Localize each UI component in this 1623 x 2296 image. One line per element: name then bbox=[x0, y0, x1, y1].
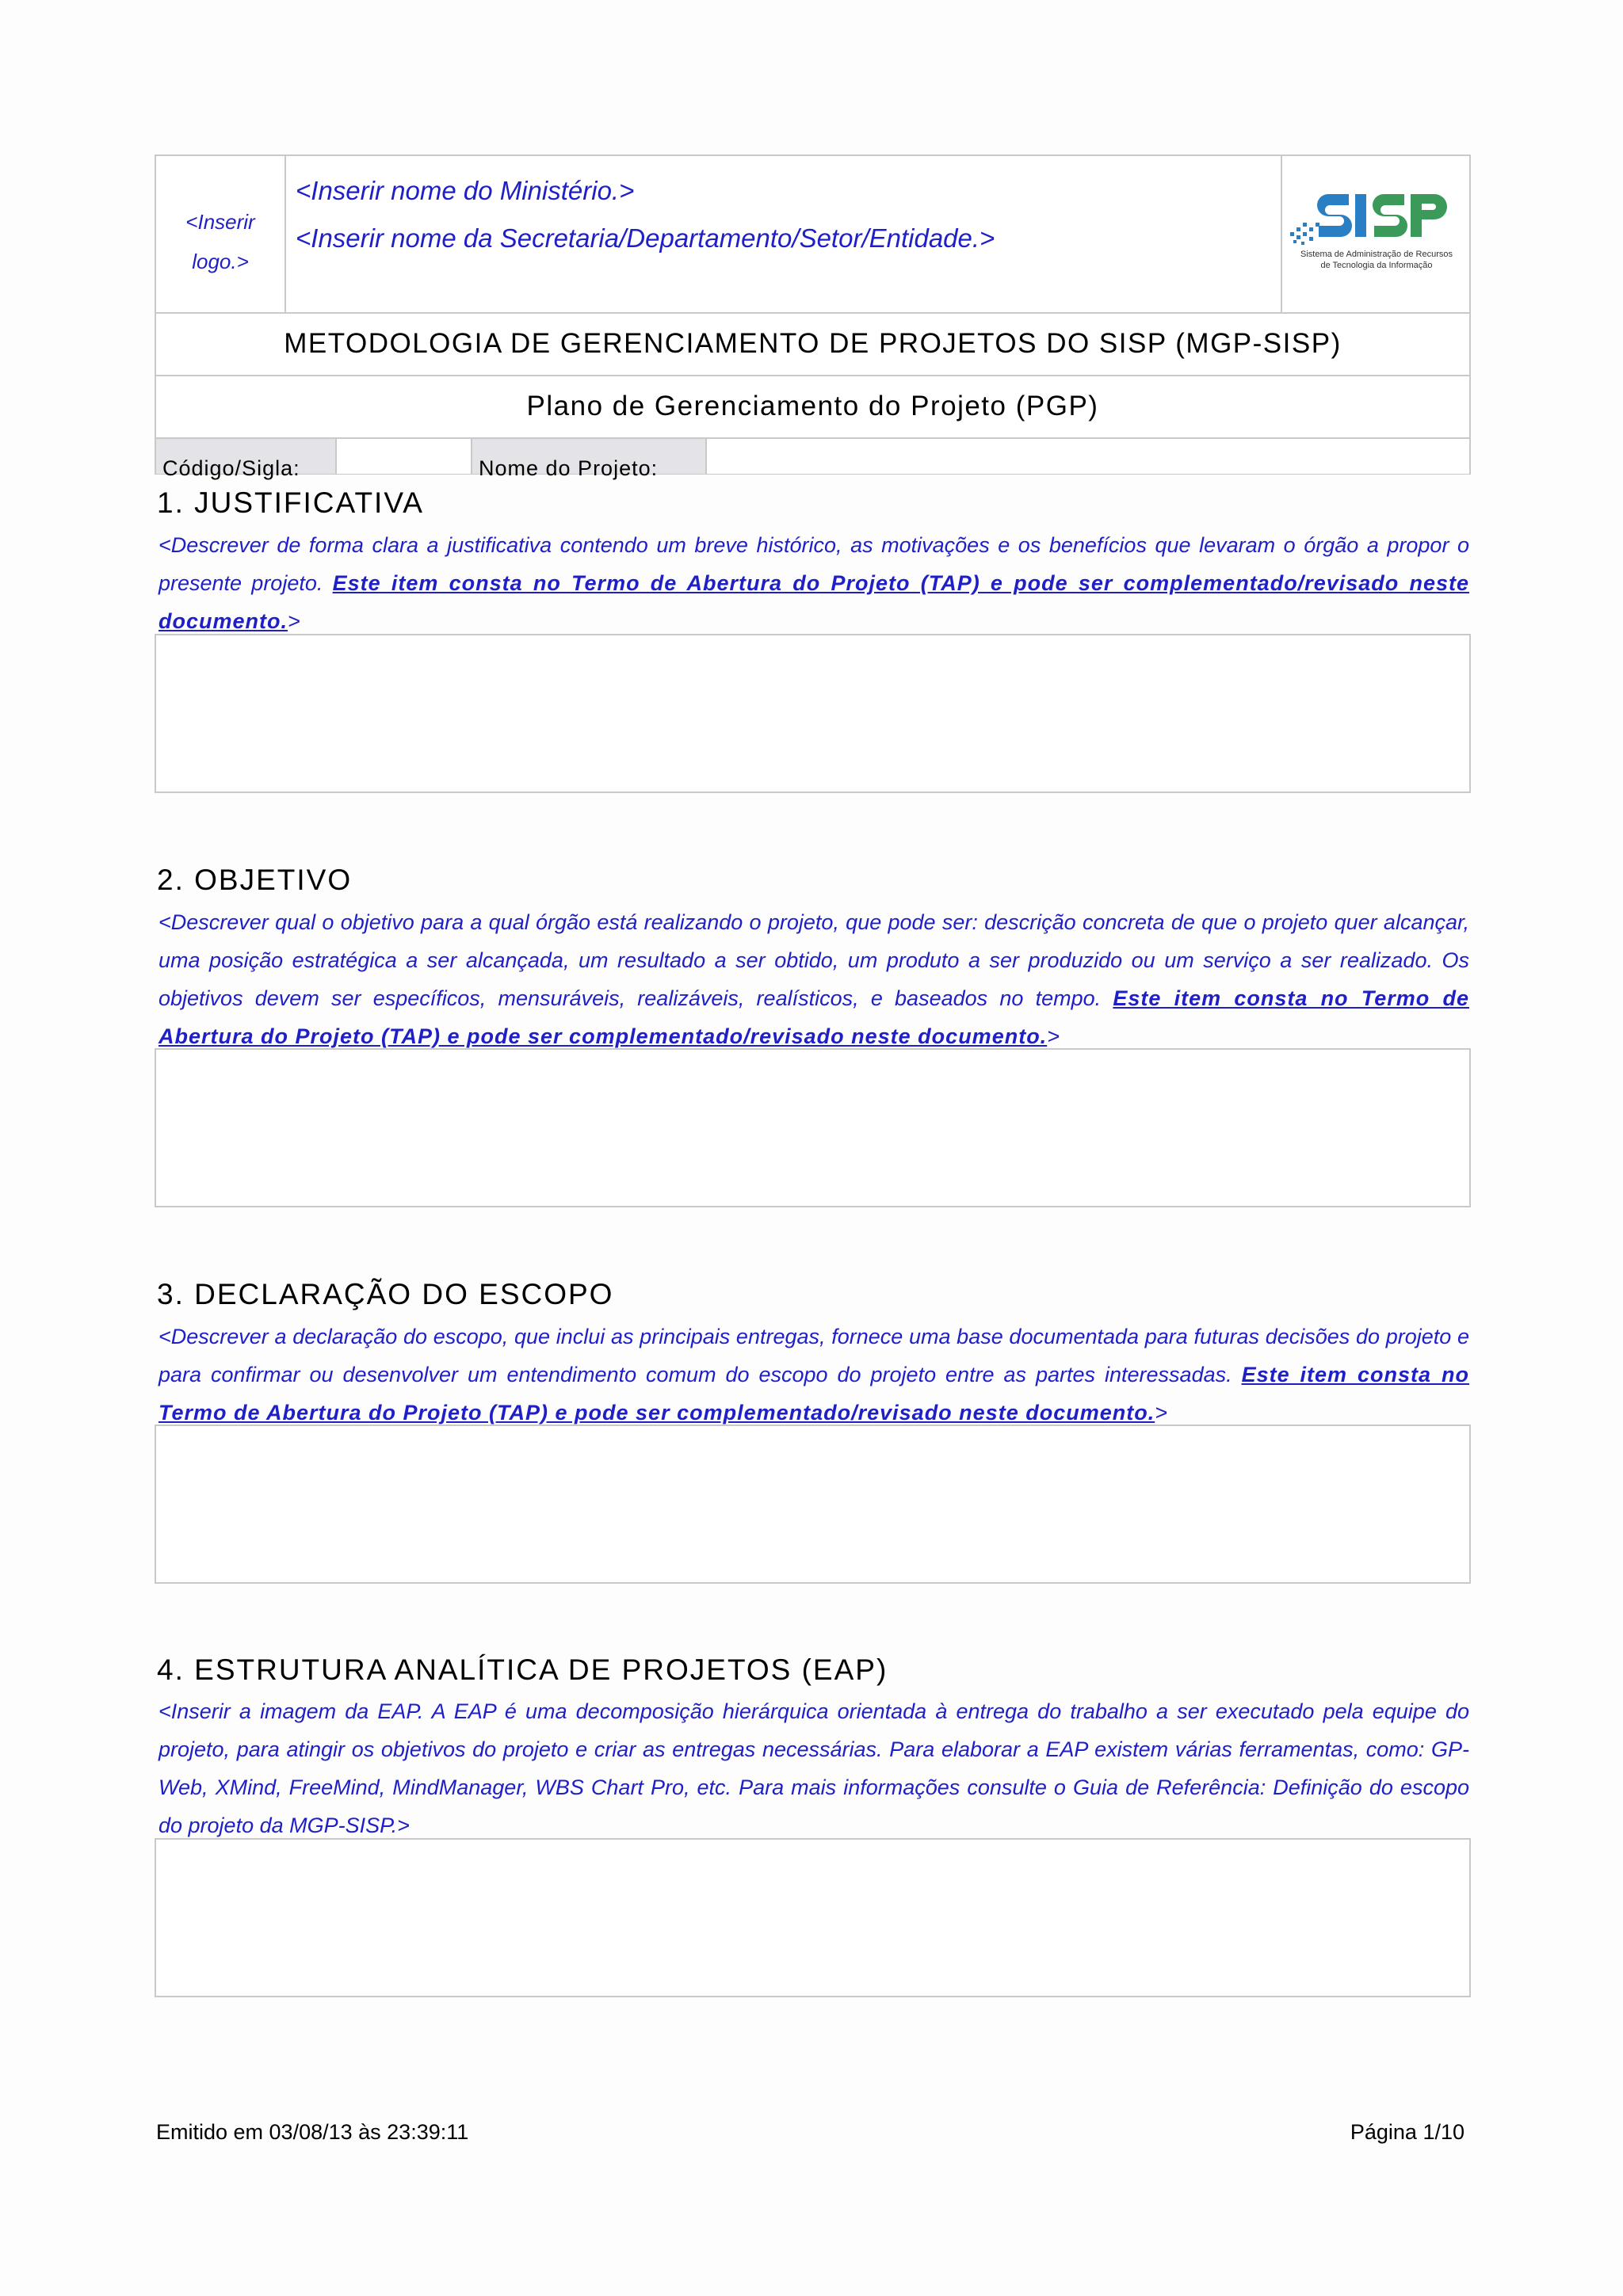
instruction-text: <Inserir a imagem da EAP. A EAP é uma decomposição hierárquica orientada à entrega do trabalho a ser executado pela equipe do projeto, para atingir os objetivos do projeto e criar as entregas necessárias. Para elaborar a EAP existem várias ferramentas, como: GP-Web, XMind, FreeMind, MindManager, WBS Chart Pro, etc. Para mais informações consulte o Guia de Referência: Definição do escopo do projeto da MGP-SISP.> bbox=[158, 1699, 1469, 1837]
logo-placeholder[interactable] bbox=[156, 202, 285, 281]
eap-textbox[interactable] bbox=[155, 1838, 1471, 1997]
sisp-logo-graphic bbox=[1287, 186, 1466, 289]
methodology-title: METODOLOGIA DE GERENCIAMENTO DE PROJETOS DO SISP (MGP-SISP) bbox=[284, 328, 1342, 359]
code-label-text: Código/Sigla: bbox=[162, 456, 300, 480]
objetivo-textbox[interactable] bbox=[155, 1048, 1471, 1207]
secretariat-name[interactable]: <Inserir nome da Secretaria/Departamento/Setor/Entidade.> bbox=[296, 223, 995, 253]
section-title-escopo: 3. DECLARAÇÃO DO ESCOPO bbox=[157, 1278, 614, 1310]
instruction-tail: > bbox=[1047, 1024, 1060, 1048]
logo-placeholder-line1: <Inserir bbox=[185, 210, 255, 234]
section-instructions-escopo bbox=[158, 1318, 1469, 1432]
instruction-text: <Descrever a declaração do escopo, que inclui as principais entregas, fornece uma base documentada para futuras decisões do projeto e para confirmar ou desenvolver um entendimento comum do escopo do projeto entre as partes interessadas. bbox=[158, 1325, 1469, 1386]
header-divider bbox=[1281, 154, 1282, 313]
issued-timestamp: Emitido em 03/08/13 às 23:39:11 bbox=[156, 2120, 469, 2144]
tap-reference-link[interactable]: Este item consta no Termo de Abertura do Projeto (TAP) e pode ser complementado/revisado neste documento. bbox=[158, 571, 1469, 633]
instruction-tail: > bbox=[1155, 1401, 1167, 1425]
logo-placeholder-line2: logo.> bbox=[192, 250, 249, 273]
project-name-label-text: Nome do Projeto: bbox=[479, 456, 659, 480]
section-title-eap: 4. ESTRUTURA ANALÍTICA DE PROJETOS (EAP) bbox=[157, 1653, 888, 1686]
header-divider bbox=[155, 375, 1471, 376]
sisp-caption-line1: Sistema de Administração de Recursos bbox=[1300, 250, 1453, 259]
section-title-justificativa: 1. JUSTIFICATIVA bbox=[157, 486, 424, 519]
section-instructions-justificativa bbox=[158, 526, 1469, 640]
section-title-objetivo: 2. OBJETIVO bbox=[157, 864, 353, 896]
plan-title: Plano de Gerenciamento do Projeto (PGP) bbox=[526, 391, 1099, 421]
header-divider bbox=[155, 312, 1471, 314]
section-instructions-objetivo bbox=[158, 903, 1469, 1055]
tap-reference-link[interactable]: Este item consta no Termo de Abertura do Projeto (TAP) e pode ser complementado/revisado neste documento. bbox=[158, 1363, 1469, 1425]
page-number: Página 1/10 bbox=[1350, 2120, 1465, 2144]
sisp-logo bbox=[1287, 186, 1466, 289]
ministry-name[interactable]: <Inserir nome do Ministério.> bbox=[296, 176, 635, 205]
project-name-input[interactable] bbox=[707, 439, 1469, 474]
escopo-textbox[interactable] bbox=[155, 1425, 1471, 1584]
header-divider bbox=[285, 154, 286, 313]
sisp-caption-line2: de Tecnologia da Informação bbox=[1320, 261, 1433, 270]
code-input[interactable] bbox=[337, 439, 471, 474]
pixel-dots-icon bbox=[1290, 223, 1319, 245]
instruction-text: <Descrever de forma clara a justificativa contendo um breve histórico, as motivações e os benefícios que levaram o órgão a propor o presente projeto. bbox=[158, 533, 1469, 595]
section-instructions-eap bbox=[158, 1692, 1469, 1844]
justificativa-textbox[interactable] bbox=[155, 634, 1471, 793]
tap-reference-link[interactable]: Este item consta no Termo de Abertura do Projeto (TAP) e pode ser complementado/revisado neste documento. bbox=[158, 986, 1469, 1048]
instruction-text: <Descrever qual o objetivo para a qual órgão está realizando o projeto, que pode ser: descrição concreta de que o projeto quer alcançar, uma posição estratégica a ser alcançada, um resultado a ser obtido, um produto a ser produzido ou um serviço a ser realizado. Os objetivos devem ser específicos, mensuráveis, realizáveis, realísticos, e baseados no tempo. bbox=[158, 910, 1469, 1010]
instruction-tail: > bbox=[288, 609, 300, 633]
